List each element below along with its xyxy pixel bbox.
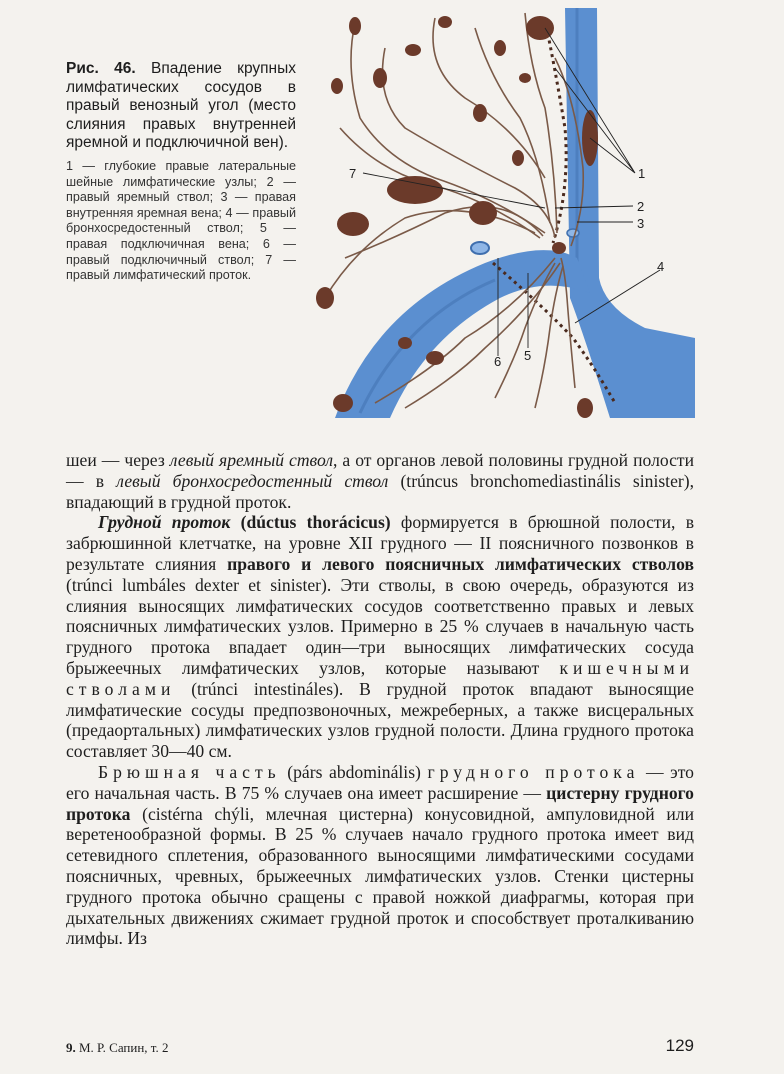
figure-label-3: 3 [637,216,645,231]
page-footer [66,1036,694,1058]
figure-label-7: 7 [349,166,357,181]
figure-number: Рис. 46. [66,60,136,77]
figure-label-6: 6 [494,354,502,369]
internal-jugular-vein [565,8,695,418]
figure-label-1: 1 [638,166,646,181]
caption-title-text: Впадение крупных лимфатических сосудов в правый венозный угол (место слияния правых внутренней яремной и подключичной вен). [66,60,296,152]
body-text [66,450,694,949]
figure-label-4: 4 [657,259,665,274]
paragraph-3: Брюшная часть (párs abdominális) грудного протока — это его начальная часть. В 75 % случаев она имеет расширение — цистерну грудного протока (cistérna chýli, млечная цистерна) конусовидной, ампуловидной или веретенообразной формы. В 25 % случаев начало грудного протока имеет вид сетевидного сплетения, образованного выносящими лимфатическими сосудами поясничных, чревных, брыжеечных лимфатических узлов. Стенки цистерны грудного протока обычно сращены с правой ножкой диафрагмы, которая при дыхательных движениях сжимает грудной проток и способствует проталкиванию лимфы. Из [66,761,694,949]
figure-caption [66,60,296,284]
caption-legend: 1 — глубокие правые латеральные шейные лимфатические узлы; 2 — правый яремный ствол; 3 — правая внутренняя яремная вена; 4 — правый бронхосредостенный ствол; 5 — правая подключичная вена; 6 — правый подключичный ствол; 7 — правый лимфатический проток. [66,158,296,283]
signature-mark: 9. М. Р. Сапин, т. 2 [66,1040,169,1055]
caption-title [66,60,296,153]
paragraph-2: Грудной проток (dúctus thorácicus) формируется в брюшной полости, в забрюшинной клетчатке, на уровне XII грудного — II поясничного позвонков в результате слияния правого и левого поясничных лимфатических стволов (trúnci lumbáles dexter et sinister). Эти стволы, в свою очередь, образуются из слияния выносящих лимфатических сосудов соответственно правых и левых поясничных лимфатических узлов. Примерно в 25 % случаев в начальную часть грудного протока впадает один—три выносящих лимфатических сосуда брыжеечных лимфатических узлов, которые называют кишечными стволами (trúnci intestináles). В грудной проток впадают выносящие лимфатические сосуды предпозвоночных, межреберных, а также висцеральных (предаортальных) лимфатических узлов грудной полости. Длина грудного протока составляет 30—40 см. [66,512,694,762]
page-number: 129 [665,1036,694,1055]
figure-label-2: 2 [637,199,645,214]
lymph-vessels [325,13,583,408]
anatomical-illustration [315,8,695,418]
figure-label-5: 5 [524,348,532,363]
paragraph-1: шеи — через левый яремный ствол, а от органов левой половины грудной полости — в левый бронхосредостенный ствол (trúncus bronchomediastinális sinister), впадающий в грудной проток. [66,450,694,512]
